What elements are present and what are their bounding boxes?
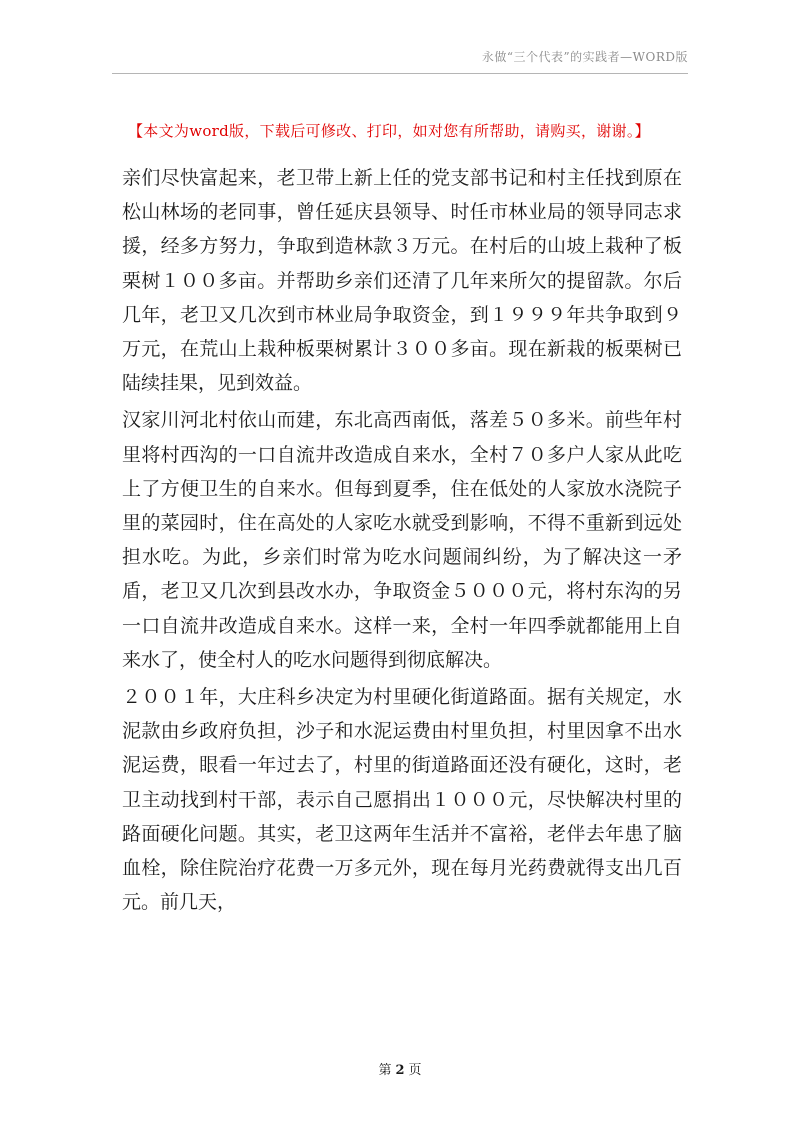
download-notice: 【本文为word版，下载后可修改、打印，如对您有所帮助，请购买，谢谢。】 [128,122,650,140]
paragraph-2: 汉家川河北村依山而建，东北高西南低，落差５０多米。前些年村里将村西沟的一口自流井改造成自来水，全村７０多户人家从此吃上了方便卫生的自来水。但每到夏季，住在低处的人家放水浇院子里的菜园时，住在高处的人家吃水就受到影响，不得不重新到远处担水吃。为此，乡亲们时常为吃水问题闹纠纷，为了解决这一矛盾，老卫又几次到县改水办，争取资金５０００元，将村东沟的另一口自流井改造成自来水。这样一来，全村一年四季就都能用上自来水了，使全村人的吃水问题得到彻底解决。 [122,409,682,671]
paragraph-1: 亲们尽快富起来，老卫带上新上任的党支部书记和村主任找到原在松山林场的老同事，曾任延庆县领导、时任市林业局的领导同志求援，经多方努力，争取到造林款３万元。在村后的山坡上栽种了板栗树１００多亩。并帮助乡亲们还清了几年来所欠的提留款。尔后几年，老卫又几次到市林业局争取资金，到１９９９年共争取到９万元，在荒山上栽种板栗树累计３００多亩。现在新栽的板栗树已陆续挂果，见到效益。 [122,167,682,395]
header-divider [112,73,688,74]
running-header: 永做“三个代表”的实践者—WORD版 [481,50,688,64]
paragraph-3: ２００１年，大庄科乡决定为村里硬化街道路面。据有关规定，水泥款由乡政府负担，沙子和水泥运费由村里负担，村里因拿不出水泥运费，眼看一年过去了，村里的街道路面还没有硬化，这时，老卫主动找到村干部，表示自己愿捐出１０００元，尽快解决村里的路面硬化问题。其实，老卫这两年生活并不富裕，老伴去年患了脑血栓，除住院治疗花费一万多元外，现在每月光药费就得支出几百元。前几天， [122,686,682,914]
page-label-prefix: 第 [378,1063,392,1078]
article-body [122,161,682,922]
page-label-suffix: 页 [408,1063,422,1078]
page-footer [0,1059,800,1078]
page-number: 2 [395,1063,405,1078]
